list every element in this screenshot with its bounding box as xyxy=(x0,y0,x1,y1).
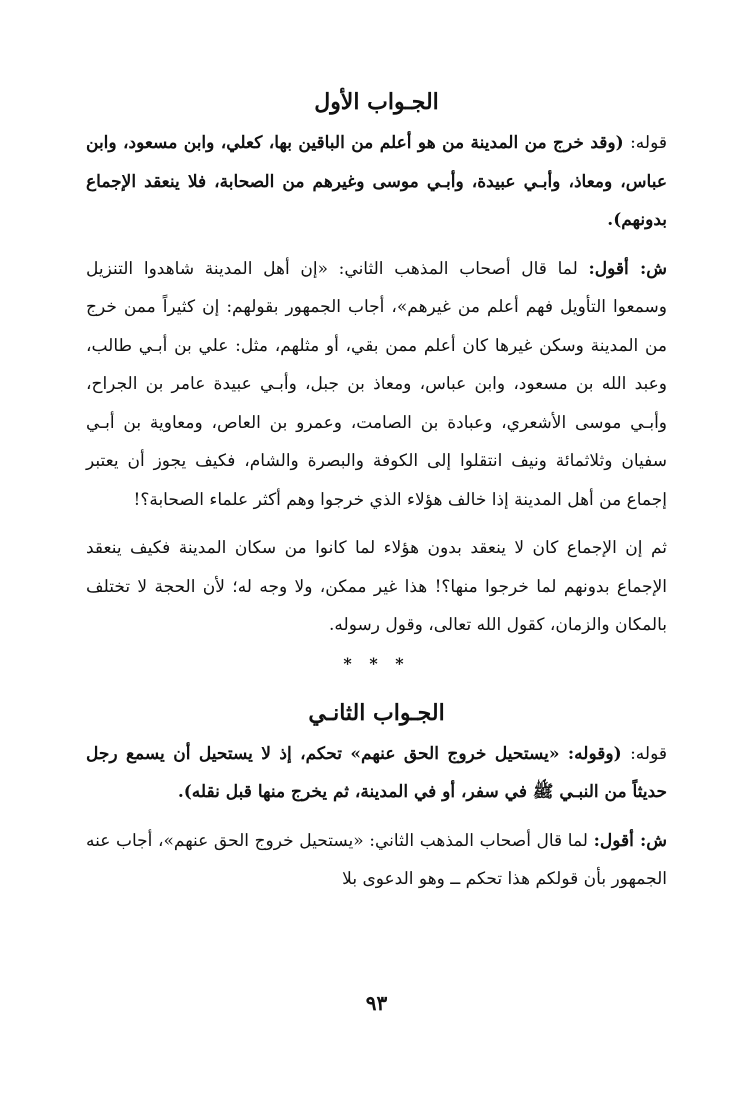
paragraph-gap xyxy=(86,519,667,529)
quoted-statement-second xyxy=(86,735,667,812)
quote-lead-label: قوله: xyxy=(630,133,667,153)
commentary-paragraph-first xyxy=(86,250,667,520)
section-heading-second-answer: الجـواب الثانـي xyxy=(308,699,445,726)
paragraph-gap xyxy=(86,812,667,822)
commentary-text: لما قال أصحاب المذهب الثاني: «إن أهل المدينة شاهدوا التنزيل وسمعوا التأويل فهم أعلم من غيرهم»، أجاب الجمهور بقولهم: إن كثيراً ممن خرج من المدينة وسكن غيرها كان أعلم ممن بقي، أو مثلهم، مثل: علي بن أبـي طالب، وعبد الله بن مسعود، وابن عباس، ومعاذ بن جبل، وأبـي عبيدة عامر بن الجراح، وأبـي موسى الأشعري، وعبادة بن الصامت، وعمرو بن العاص، ومعاوية بن أبـي سفيان وثلاثمائة ونيف انتقلوا إلى الكوفة والبصرة والشام، فكيف يجوز أن يعتبر إجماع من أهل المدينة إذا خالف هؤلاء الذي خرجوا وهم أكثر علماء الصحابة؟! xyxy=(86,258,667,510)
paragraph-gap xyxy=(86,240,667,250)
quote-lead-label: قوله: xyxy=(630,743,667,764)
conclusion-paragraph: ثم إن الإجماع كان لا ينعقد بدون هؤلاء لما كانوا من سكان المدينة فكيف ينعقد الإجماع بدونهم لما خرجوا منها؟! هذا غير ممكن، ولا وجه له؛ لأن الحجة لا تختلف بالمكان والزمان، كقول الله تعالى، وقول رسوله. xyxy=(86,538,667,635)
commentary-paragraph-second xyxy=(86,822,667,899)
commentary-lead-label: ش: أقول: xyxy=(593,830,667,851)
quote-text: (وقوله: «يستحيل خروج الحق عنهم» تحكم، إذ لا يستحيل أن يسمع رجل حديثاً من النبـي ﷺ في سفر، أو في المدينة، ثم يخرج منها قبل نقله). xyxy=(86,743,667,802)
page-number: ٩٣ xyxy=(365,991,388,1015)
section-separator-stars: * * * xyxy=(343,653,410,673)
commentary-text: لما قال أصحاب المذهب الثاني: «يستحيل خروج الحق عنهم»، أجاب عنه الجمهور بأن قولكم هذا تحكم ــ وهو الدعوى بلا xyxy=(86,830,667,889)
section-heading-first-answer: الجـواب الأول xyxy=(314,89,439,115)
commentary-lead-label: ش: أقول: xyxy=(588,258,667,279)
quote-text: (وقد خرج من المدينة من هو أعلم من الباقين بها، كعلي، وابن مسعود، وابن عباس، ومعاذ، وأبـي عبيدة، وأبـي موسى وغيرهم من الصحابة، فلا ينعقد الإجماع بدونهم). xyxy=(86,133,667,230)
quoted-statement-first xyxy=(86,124,667,240)
